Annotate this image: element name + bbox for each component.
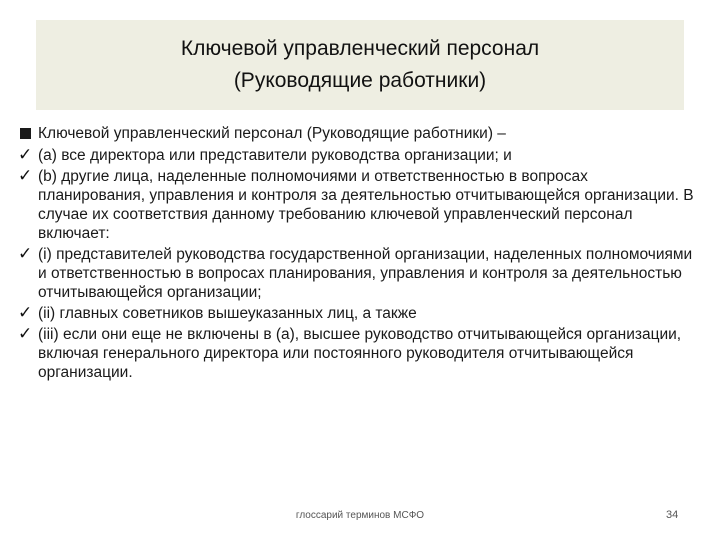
- bullet-text: (ii) главных советников вышеуказанных лиц, а также: [38, 305, 417, 322]
- bullet-text: (i) представителей руководства государственной организации, наделенных полномочиями и ответственностью в вопросах планирования, управления и контроля за деятельностью отчитывающейся организации;: [38, 246, 693, 301]
- list-item: [18, 146, 698, 165]
- bullet-list: [18, 124, 698, 384]
- bullet-text: Ключевой управленческий персонал (Руководящие работники) –: [38, 125, 506, 142]
- bullet-text: (b) другие лица, наделенные полномочиями и ответственностью в вопросах планирования, управления и контроля за деятельностью отчитывающейся организации. В случае их соответствия данному требованию ключевой управленческий персонал включает:: [38, 168, 694, 242]
- bullet-text: (a) все директора или представители руководства организации; и: [38, 147, 512, 164]
- slide-title-line-1: Ключевой управленческий персонал: [180, 37, 540, 60]
- list-item: [18, 304, 698, 323]
- list-item: [18, 124, 698, 144]
- page-number: 34: [666, 509, 679, 521]
- checkmark-icon: ✓: [18, 303, 33, 323]
- checkmark-icon: ✓: [18, 324, 33, 344]
- slide-title-line-2: (Руководящие работники): [233, 69, 487, 92]
- checkmark-icon: ✓: [18, 145, 33, 165]
- footer-caption: глоссарий терминов МСФО: [295, 510, 425, 521]
- checkmark-icon: ✓: [18, 244, 33, 264]
- title-box: [36, 20, 684, 110]
- bullet-text: (iii) если они еще не включены в (a), высшее руководство отчитывающейся организации, включая генерального директора или постоянного руководителя отчитывающейся организации.: [38, 326, 682, 381]
- list-item: [18, 325, 698, 382]
- list-item: [18, 167, 698, 243]
- list-item: [18, 245, 698, 302]
- checkmark-icon: ✓: [18, 166, 33, 186]
